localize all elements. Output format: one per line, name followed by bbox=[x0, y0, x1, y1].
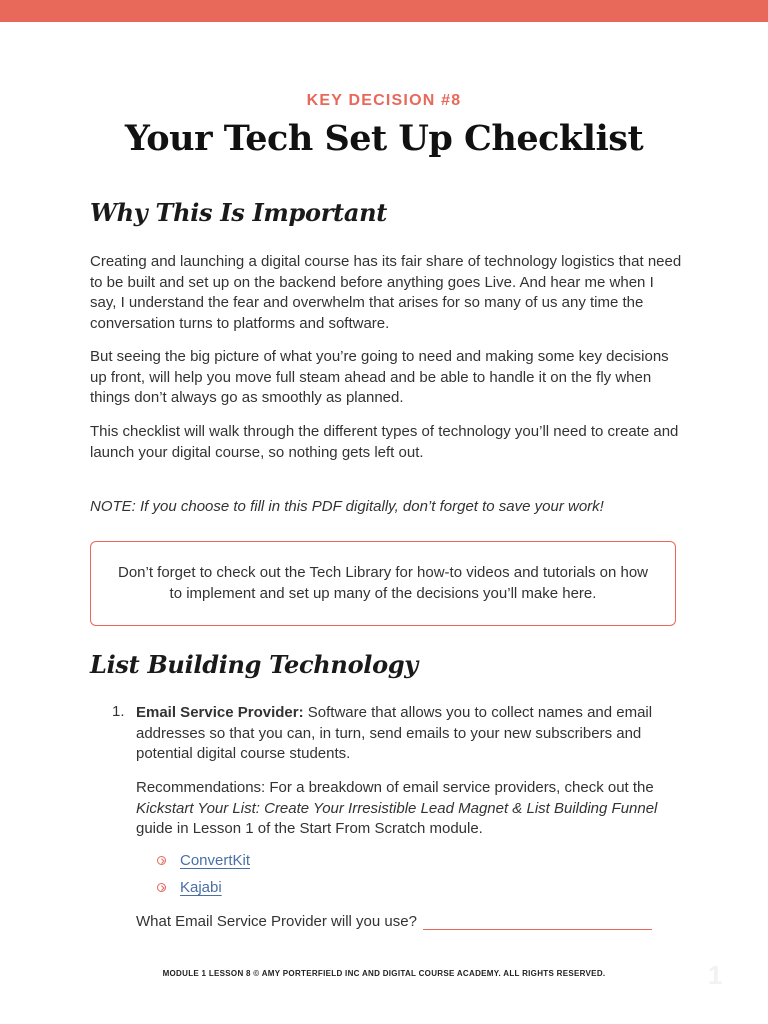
email-provider-question bbox=[136, 913, 652, 930]
answer-field[interactable] bbox=[423, 929, 652, 930]
section-heading-why: Why This Is Important bbox=[90, 198, 388, 227]
link-item-kajabi bbox=[157, 879, 222, 896]
question-label: What Email Service Provider will you use? bbox=[136, 913, 417, 930]
link-item-convertkit bbox=[157, 852, 250, 869]
kajabi-link[interactable]: Kajabi bbox=[180, 879, 222, 896]
page-number: 1 bbox=[708, 960, 723, 990]
paragraph-checklist: This checklist will walk through the different types of technology you’ll need to create and launch your digital course, so nothing gets left out. bbox=[90, 423, 679, 461]
email-provider-description bbox=[136, 703, 676, 765]
note-text: NOTE: If you choose to fill in this PDF digitally, don’t forget to save your work! bbox=[90, 498, 604, 515]
recommendations-suffix: guide in Lesson 1 of the Start From Scratch module. bbox=[136, 820, 483, 838]
convertkit-link[interactable]: ConvertKit bbox=[180, 852, 251, 869]
list-item-number: 1. bbox=[112, 703, 125, 720]
key-decision-label: KEY DECISION #8 bbox=[306, 92, 462, 109]
recommendations-prefix: Recommendations: For a breakdown of email service providers, check out the bbox=[136, 779, 654, 796]
paragraph-intro: Creating and launching a digital course has its fair share of technology logistics that need to be built and set up on the backend before anything goes Live. And hear me when I say, I understand the fear and overwhelm that arises for so many of us any time the conversation turns to platforms and software. bbox=[90, 253, 682, 333]
callout-text: Don’t forget to check out the Tech Library for how-to videos and tutorials on how to implement and set up many of the decisions you’ll make here. bbox=[117, 564, 649, 602]
page-title: Your Tech Set Up Checklist bbox=[124, 118, 644, 159]
email-provider-desc-text: Software that allows you to collect names and email addresses so that you can, in turn, send emails to your new subscribers and potential digital course students. bbox=[136, 704, 653, 763]
email-provider-title: Email Service Provider: bbox=[136, 704, 304, 721]
circle-arrow-right-icon bbox=[157, 856, 166, 865]
top-accent-bar bbox=[0, 0, 768, 22]
footer-copyright: MODULE 1 LESSON 8 © AMY PORTERFIELD INC AND DIGITAL COURSE ACADEMY. ALL RIGHTS RESERVED. bbox=[162, 969, 606, 978]
guide-title: Kickstart Your List: Create Your Irresistible Lead Magnet & List Building Funnel bbox=[136, 799, 658, 817]
section-heading-list-building: List Building Technology bbox=[90, 650, 418, 679]
circle-arrow-right-icon bbox=[157, 883, 166, 892]
recommendations-text bbox=[136, 778, 676, 840]
tech-library-callout bbox=[90, 541, 676, 626]
paragraph-big-picture: But seeing the big picture of what you’re going to need and making some key decisions up front, will help you move full steam ahead and be able to handle it on the fly when things don’t always go as smoothly as planned. bbox=[90, 348, 669, 407]
